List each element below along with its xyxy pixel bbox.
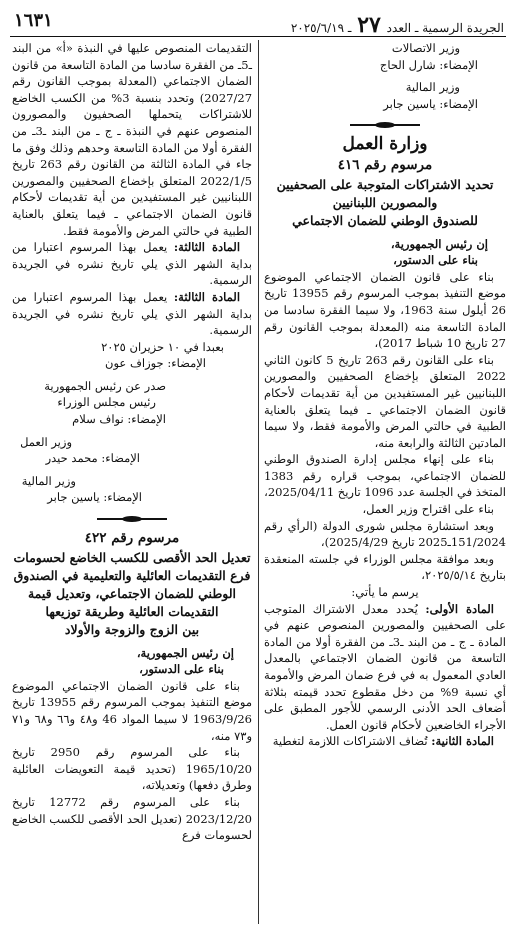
article-label: المادة الأولى: bbox=[425, 601, 494, 616]
decree-title-line: الوطني للضمان الاجتماعي، وتعديل قيمة bbox=[27, 585, 237, 601]
decree-title-line: بين الزوج والزوجة والأولاد bbox=[64, 621, 200, 637]
minister-signature: الإمضاء: ياسين جابر bbox=[47, 490, 142, 505]
minister-title: وزير الاتصالات bbox=[391, 41, 460, 55]
article-label: المادة الثالثة: bbox=[173, 240, 241, 255]
article-text: يُحدد معدل الاشتراك المتوجب على الصحفيين والمصورين المنصوص عنهم في المادة ـ ج ـ من البند ـ3ـ من الفقرة أولا من المادة التاسعة من قانون الضمان الاجتماعي بالمعدل العادي المعمول به في فرع ضمان المرض والأمومة أي نسبة 9% من دخل مقطوع تحدد قيمته بثلاثة أضعاف الحد الأدنى الرسمي للأجور المطبق على الأجراء الخاضعين لأحكام قانون العمل. bbox=[264, 601, 507, 732]
page-number: ١٦٣١ bbox=[14, 10, 53, 31]
right-column bbox=[264, 40, 506, 750]
preamble-paragraph: بناء على إنهاء مجلس إدارة الصندوق الوطني للضمان الاجتماعي، بموجب قراره رقم 1383 المتخذ في الجلسة عدد 1096 تاريخ 2025/04/11، bbox=[264, 452, 506, 500]
constitution-line: بناء على الدستور، bbox=[393, 253, 478, 268]
article-label: المادة الثانية: bbox=[431, 734, 494, 749]
president-line: إن رئيس الجمهورية، bbox=[136, 645, 234, 660]
issued-by-line: صدر عن رئيس الجمهورية bbox=[44, 378, 166, 393]
article-text: يعمل بهذا المرسوم اعتبارا من بداية الشهر الذي يلي تاريخ نشره في الجريدة الرسمية. bbox=[12, 240, 252, 288]
minister-title: وزير العمل bbox=[20, 434, 72, 449]
header-rule bbox=[10, 36, 506, 37]
decree-number: مرسوم رقم ٤٢٢ bbox=[84, 530, 180, 547]
decree-title-line: التقديمات العائلية وطريقة توزيعها bbox=[45, 603, 219, 619]
preamble-paragraph: بناء على قانون الضمان الاجتماعي الموضوع موضع التنفيذ بموجب المرسوم رقم 13955 تاريخ 26 أيلول سنة 1963، ولا سيما الفقرة سادسا من المادة التاسعة منه (المعدلة بموجب القانون رقم 27 تاريخ 10 شباط 2017)، bbox=[264, 269, 506, 351]
running-head bbox=[291, 12, 504, 38]
issue-date: ـ ٢٠٢٥/٦/١٩ bbox=[290, 21, 352, 35]
signing-place-date: بعبدا في ١٠ حزيران ٢٠٢٥ bbox=[101, 339, 224, 354]
preamble-paragraph: بناء على المرسوم رقم 2950 تاريخ 1965/10/20 (تحديد قيمة التعويضات العائلية وطرق دفعها) وتعديلاته، bbox=[12, 745, 252, 793]
decree-title-line: تعديل الحد الأقصى للكسب الخاضع لحسومات bbox=[13, 549, 251, 565]
left-column bbox=[12, 40, 252, 844]
decree-title bbox=[264, 176, 506, 230]
continuation-paragraph: التقديمات المنصوص عليها في النبذة «أ» من البند ـ5ـ من الفقرة سادسا من المادة التاسعة من قانون الضمان الاجتماعي (المعدلة بموجب القانون رقم 2027/27) وتحدد بنسبة 3% من الكسب الخاضع للاشتراكات يتحملها الصحفيون والمصورون المنصوص عنهم في النبذة ـ ج ـ من البند ـ3ـ من الفقرة أولا من المادة التاسعة وحدهم وذلك وفق ما جاء في المادة الثالثة من القانون رقم 263 تاريخ 2022/1/5 المتعلق بإخضاع الصحفيين والمصورين اللبنانيين غير المستفيدين من أية تقديمات لأحكام قانون الضمان الاجتماعي ـ فيما يتعلق بالعناية الطبية في حالتي المرض والأمومة فقط. bbox=[12, 41, 253, 238]
ministry-heading: وزارة العمل bbox=[342, 134, 428, 155]
minister-signature: الإمضاء: ياسين جابر bbox=[383, 96, 478, 111]
decree-title-line: للصندوق الوطني للضمان الاجتماعي bbox=[292, 212, 478, 228]
preamble-paragraph: بناء على اقتراح وزير العمل، bbox=[362, 502, 494, 517]
pm-title: رئيس مجلس الوزراء bbox=[57, 395, 156, 410]
page-header bbox=[10, 8, 506, 38]
section-separator bbox=[97, 514, 167, 524]
article-1 bbox=[264, 601, 506, 734]
president-line: إن رئيس الجمهورية، bbox=[390, 236, 488, 251]
article-text: يعمل بهذا المرسوم اعتبارا من بداية الشهر الذي يلي تاريخ نشره في الجريدة الرسمية. bbox=[12, 289, 252, 338]
decree-number: مرسوم رقم ٤١٦ bbox=[337, 156, 433, 173]
decree-title-line: فرع التقديمات العائلية والتعليمية في الصندوق bbox=[13, 567, 251, 583]
decree-title-line: تحديد الاشتراكات المتوجبة على الصحفيين bbox=[276, 176, 494, 192]
decree-title-line: والمصورين اللبنانيين bbox=[332, 194, 438, 210]
pm-signature: الإمضاء: نواف سلام bbox=[72, 412, 166, 427]
minister-title: وزير المالية bbox=[405, 80, 460, 95]
constitution-line: بناء على الدستور، bbox=[139, 662, 224, 677]
article-2 bbox=[264, 733, 506, 750]
article-text: تُضاف الاشتراكات اللازمة لتغطية bbox=[272, 734, 428, 749]
president-signature: الإمضاء: جوزاف عون bbox=[105, 356, 206, 371]
publication-name: الجريدة الرسمية ـ العدد bbox=[386, 21, 504, 35]
article-3 bbox=[12, 239, 252, 289]
preamble-paragraph: وبعد موافقة مجلس الوزراء في جلسته المنعقدة بتاريخ ٢٠٢٥/٥/١٤، bbox=[264, 551, 506, 583]
preamble-paragraph: بناء على المرسوم رقم 12772 تاريخ 2023/12/20 (تعديل الحد الأقصى للكسب الخاضع لحسومات فرع bbox=[12, 794, 252, 843]
column-divider bbox=[258, 40, 259, 924]
article-3-repeat bbox=[12, 289, 252, 339]
decrees-line: يرسم ما يأتي: bbox=[351, 585, 419, 600]
minister-signature: الإمضاء: محمد حيدر bbox=[45, 451, 140, 466]
preamble-paragraph: وبعد استشارة مجلس شورى الدولة (الرأي رقم 151/2024ـ2025 تاريخ 2025/4/29)، bbox=[264, 518, 506, 550]
section-separator bbox=[350, 120, 420, 130]
minister-signature: الإمضاء: شارل الحاج bbox=[379, 57, 478, 72]
preamble-paragraph: بناء على القانون رقم 263 تاريخ 5 كانون الثاني 2022 المتعلق بإخضاع الصحفيين والمصورين اللبنانيين غير المستفيدين من أية تقديمات لأحكام قانون الضمان الاجتماعي ـ فيما يتعلق بالعناية الطبية في حالتي المرض والأمومة فقط، ولا سيما المادتين الثالثة والرابعة منه، bbox=[264, 352, 506, 450]
decree-title bbox=[12, 549, 252, 639]
preamble-paragraph: بناء على قانون الضمان الاجتماعي الموضوع موضع التنفيذ بموجب المرسوم رقم 13955 تاريخ 1963/9/26 لا سيما المواد 46 و٤٨ و٦٦ و٦٨ و٧١ و٧٣ منه، bbox=[12, 678, 253, 743]
article-label: المادة الثالثة: bbox=[173, 289, 241, 304]
minister-title: وزير المالية bbox=[21, 473, 76, 488]
issue-number: ٢٧ bbox=[357, 12, 381, 38]
